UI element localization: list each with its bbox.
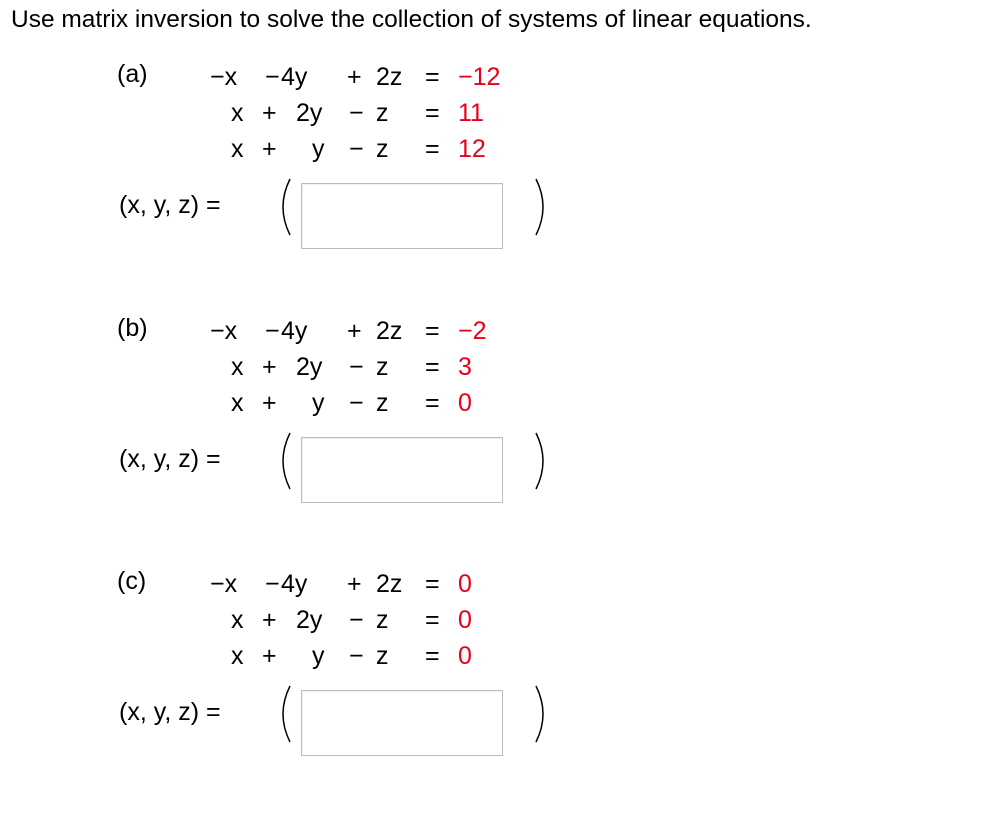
right-hand-side: 0 bbox=[458, 570, 472, 598]
equals-sign: = bbox=[425, 135, 440, 163]
operator-2: + bbox=[347, 317, 362, 345]
equation-row-3 bbox=[0, 642, 988, 678]
term-3: 2z bbox=[376, 570, 403, 598]
left-paren-icon bbox=[272, 175, 296, 239]
term-1: −x bbox=[210, 570, 238, 598]
term-2: 2y bbox=[296, 99, 323, 127]
operator-2: − bbox=[349, 99, 364, 127]
right-hand-side: −12 bbox=[458, 63, 501, 91]
term-1: x bbox=[231, 135, 244, 163]
right-hand-side: 12 bbox=[458, 135, 486, 163]
operator-1: + bbox=[262, 135, 277, 163]
equals-sign: = bbox=[425, 606, 440, 634]
part-b bbox=[0, 314, 988, 564]
term-1: x bbox=[231, 353, 244, 381]
answer-label: (x, y, z) = bbox=[119, 698, 221, 726]
term-3: z bbox=[376, 99, 389, 127]
term-2: 4y bbox=[281, 317, 308, 345]
answer-label: (x, y, z) = bbox=[119, 191, 221, 219]
instruction-text: Use matrix inversion to solve the collection of systems of linear equations. bbox=[11, 6, 812, 33]
term-1: −x bbox=[210, 63, 238, 91]
part-label: (b) bbox=[117, 314, 148, 342]
answer-label: (x, y, z) = bbox=[119, 445, 221, 473]
operator-1: + bbox=[262, 99, 277, 127]
term-3: 2z bbox=[376, 317, 403, 345]
term-2: 2y bbox=[296, 606, 323, 634]
answer-row bbox=[0, 682, 988, 746]
term-1: x bbox=[231, 606, 244, 634]
right-hand-side: 3 bbox=[458, 353, 472, 381]
right-paren-icon bbox=[530, 429, 554, 493]
right-hand-side: 0 bbox=[458, 606, 472, 634]
right-paren-icon bbox=[530, 175, 554, 239]
operator-1: + bbox=[262, 642, 277, 670]
operator-2: − bbox=[349, 389, 364, 417]
operator-2: + bbox=[347, 570, 362, 598]
term-2: y bbox=[312, 642, 325, 670]
equation-row-2 bbox=[0, 606, 988, 642]
left-paren-icon bbox=[272, 429, 296, 493]
term-1: x bbox=[231, 389, 244, 417]
term-2: 2y bbox=[296, 353, 323, 381]
operator-1: + bbox=[262, 606, 277, 634]
term-1: −x bbox=[210, 317, 238, 345]
part-label: (a) bbox=[117, 60, 148, 88]
term-1: x bbox=[231, 642, 244, 670]
equals-sign: = bbox=[425, 63, 440, 91]
operator-1: − bbox=[265, 570, 280, 598]
answer-input-a[interactable] bbox=[301, 183, 503, 249]
equals-sign: = bbox=[425, 389, 440, 417]
operator-1: + bbox=[262, 389, 277, 417]
operator-1: − bbox=[265, 317, 280, 345]
term-2: 4y bbox=[281, 570, 308, 598]
operator-2: − bbox=[349, 353, 364, 381]
part-c bbox=[0, 567, 988, 817]
answer-input-c[interactable] bbox=[301, 690, 503, 756]
equation-row-1 bbox=[0, 63, 988, 99]
term-3: z bbox=[376, 389, 389, 417]
operator-2: − bbox=[349, 606, 364, 634]
term-1: x bbox=[231, 99, 244, 127]
equation-row-2 bbox=[0, 99, 988, 135]
right-hand-side: 0 bbox=[458, 642, 472, 670]
right-hand-side: 11 bbox=[458, 99, 484, 127]
equals-sign: = bbox=[425, 570, 440, 598]
right-paren-icon bbox=[530, 682, 554, 746]
equation-row-3 bbox=[0, 389, 988, 425]
term-2: y bbox=[312, 135, 325, 163]
right-hand-side: 0 bbox=[458, 389, 472, 417]
equals-sign: = bbox=[425, 99, 440, 127]
left-paren-icon bbox=[272, 682, 296, 746]
term-2: y bbox=[312, 389, 325, 417]
term-3: z bbox=[376, 642, 389, 670]
equation-row-1 bbox=[0, 570, 988, 606]
term-3: z bbox=[376, 606, 389, 634]
equals-sign: = bbox=[425, 317, 440, 345]
term-3: z bbox=[376, 353, 389, 381]
part-a bbox=[0, 60, 988, 310]
equals-sign: = bbox=[425, 642, 440, 670]
operator-2: − bbox=[349, 642, 364, 670]
operator-2: + bbox=[347, 63, 362, 91]
equation-row-1 bbox=[0, 317, 988, 353]
equals-sign: = bbox=[425, 353, 440, 381]
equation-row-2 bbox=[0, 353, 988, 389]
right-hand-side: −2 bbox=[458, 317, 487, 345]
operator-1: + bbox=[262, 353, 277, 381]
term-3: z bbox=[376, 135, 389, 163]
answer-row bbox=[0, 429, 988, 493]
operator-2: − bbox=[349, 135, 364, 163]
answer-row bbox=[0, 175, 988, 239]
operator-1: − bbox=[265, 63, 280, 91]
term-3: 2z bbox=[376, 63, 403, 91]
equation-row-3 bbox=[0, 135, 988, 171]
part-label: (c) bbox=[117, 567, 147, 595]
answer-input-b[interactable] bbox=[301, 437, 503, 503]
term-2: 4y bbox=[281, 63, 308, 91]
